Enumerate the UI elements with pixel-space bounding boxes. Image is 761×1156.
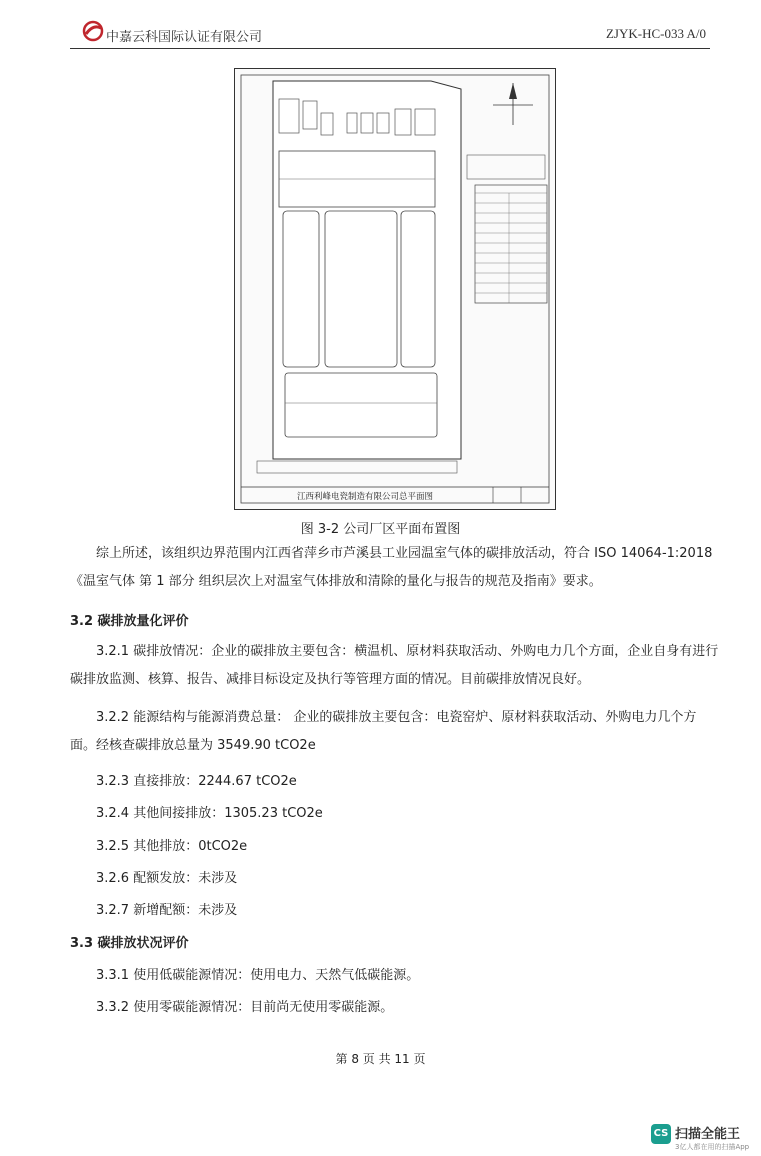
- watermark-name: 扫描全能王: [675, 1127, 741, 1142]
- company-logo-icon: [82, 20, 104, 42]
- paragraph-3-2-2: 3.2.2 能源结构与能源消费总量： 企业的碳排放主要包含：电瓷窑炉、原材料获取活动、外购电力几个方面。经核查碳排放总量为 3549.90 tCO2e: [70, 710, 697, 753]
- scanner-watermark: [651, 1120, 751, 1156]
- page-number: 第 8 页 共 11 页: [335, 1052, 426, 1066]
- summary-paragraph: 综上所述，该组织边界范围内江西省萍乡市芦溪县工业园温室气体的碳排放活动，符合 ISO 14064-1:2018《温室气体 第 1 部分 组织层次上对温室气体排放和清除的量化与报告的规范及指南》要求。: [70, 546, 713, 589]
- section-3-3-heading: 3.3 碳排放状况评价: [70, 936, 189, 951]
- drawing-title: 江西利峰电瓷制造有限公司总平面图: [296, 492, 434, 502]
- site-plan-drawing: [235, 69, 555, 509]
- item-3-2-3: 3.2.3 直接排放：2244.67 tCO2e: [96, 774, 297, 789]
- item-3-2-6: 3.2.6 配额发放：未涉及: [96, 871, 238, 886]
- item-3-2-4: 3.2.4 其他间接排放：1305.23 tCO2e: [96, 806, 323, 821]
- watermark-tagline: 3亿人都在用的扫描App: [675, 1143, 750, 1151]
- document-number: ZJYK-HC-033 A/0: [605, 26, 706, 41]
- figure-caption: 图 3-2 公司厂区平面布置图: [300, 522, 461, 537]
- item-3-3-2: 3.3.2 使用零碳能源情况：目前尚无使用零碳能源。: [96, 1000, 394, 1015]
- camscanner-icon: CS: [651, 1124, 671, 1144]
- item-3-3-1: 3.3.1 使用低碳能源情况：使用电力、天然气低碳能源。: [96, 968, 420, 983]
- site-plan-figure: [234, 68, 556, 510]
- item-3-2-5: 3.2.5 其他排放：0tCO2e: [96, 839, 248, 854]
- company-name: 中嘉云科国际认证有限公司: [106, 30, 263, 45]
- page-header: [70, 18, 710, 49]
- paragraph-3-2-1: 3.2.1 碳排放情况：企业的碳排放主要包含：横温机、原材料获取活动、外购电力几个方面，企业自身有进行碳排放监测、核算、报告、减排目标设定及执行等管理方面的情况。目前碳排放情况良好。: [70, 644, 719, 687]
- section-3-2-heading: 3.2 碳排放量化评价: [70, 614, 189, 629]
- item-3-2-7: 3.2.7 新增配额：未涉及: [96, 903, 238, 918]
